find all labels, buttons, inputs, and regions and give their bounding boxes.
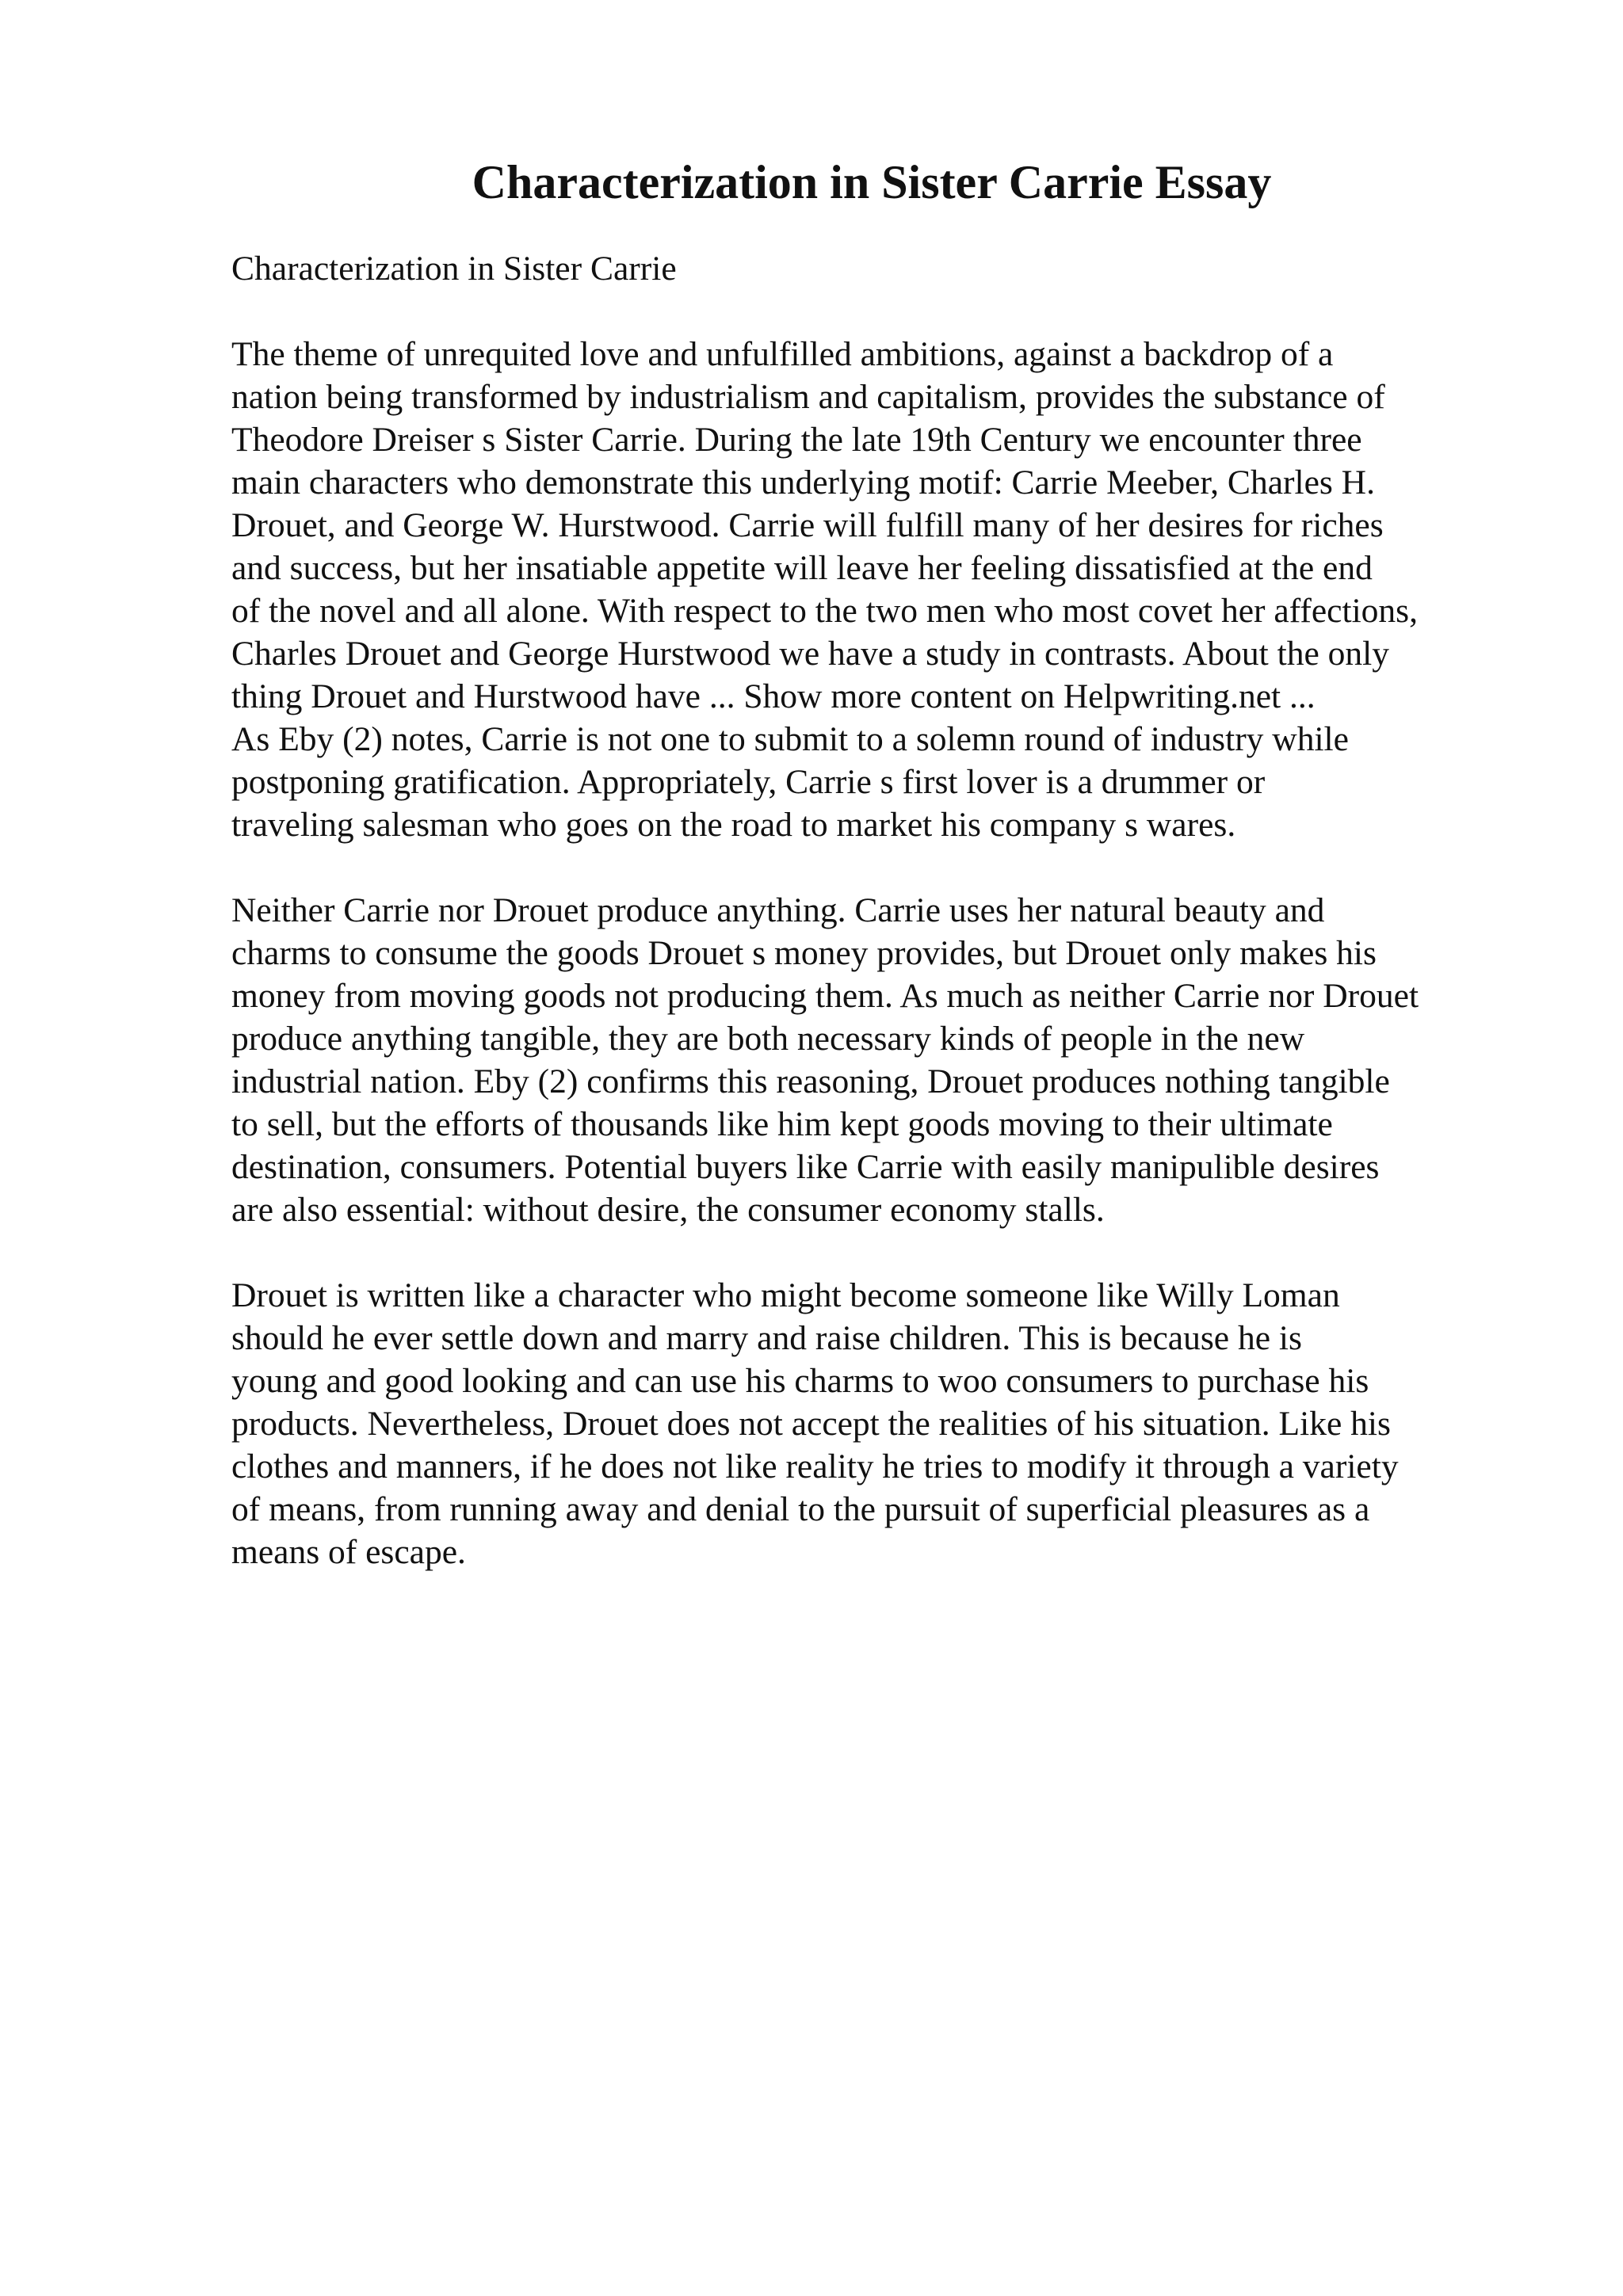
- paragraph-1: [231, 333, 1594, 846]
- text-line: industrial nation. Eby (2) confirms this reasoning, Drouet produces nothing tangible: [231, 1062, 1390, 1100]
- document-body: [231, 247, 1594, 1616]
- text-line: are also essential: without desire, the consumer economy stalls.: [231, 1191, 1105, 1229]
- text-line: and success, but her insatiable appetite will leave her feeling dissatisfied at the end: [231, 549, 1373, 587]
- text-line: nation being transformed by industrialism and capitalism, provides the substance of: [231, 378, 1385, 416]
- text-line: young and good looking and can use his charms to woo consumers to purchase his: [231, 1362, 1369, 1400]
- text-line: money from moving goods not producing them. As much as neither Carrie nor Drouet: [231, 977, 1419, 1015]
- text-line: Neither Carrie nor Drouet produce anything. Carrie uses her natural beauty and: [231, 891, 1325, 929]
- text-line: Drouet, and George W. Hurstwood. Carrie will fulfill many of her desires for riches: [231, 506, 1384, 544]
- text-line: products. Nevertheless, Drouet does not accept the realities of his situation. Like his: [231, 1405, 1391, 1443]
- document-title: Characterization in Sister Carrie Essay: [472, 156, 1272, 208]
- paragraph-3: [231, 1274, 1594, 1573]
- text-line: The theme of unrequited love and unfulfilled ambitions, against a backdrop of a: [231, 335, 1334, 373]
- text-line: Drouet is written like a character who might become someone like Willy Loman: [231, 1276, 1340, 1314]
- text-line: destination, consumers. Potential buyers like Carrie with easily manipulible desires: [231, 1148, 1380, 1186]
- text-line: should he ever settle down and marry and raise children. This is because he is: [231, 1319, 1302, 1357]
- text-line: of the novel and all alone. With respect to the two men who most covet her affections,: [231, 592, 1418, 630]
- text-line: postponing gratification. Appropriately, Carrie s first lover is a drummer or: [231, 763, 1266, 801]
- text-line: As Eby (2) notes, Carrie is not one to submit to a solemn round of industry while: [231, 720, 1349, 758]
- text-line: clothes and manners, if he does not like reality he tries to modify it through a variety: [231, 1447, 1399, 1486]
- text-line: thing Drouet and Hurstwood have ... Show more content on Helpwriting.net ...: [231, 677, 1316, 715]
- text-line: traveling salesman who goes on the road to market his company s wares.: [231, 806, 1236, 844]
- paragraph-2: [231, 889, 1594, 1231]
- text-line: Charles Drouet and George Hurstwood we have a study in contrasts. About the only: [231, 635, 1389, 673]
- text-line: main characters who demonstrate this underlying motif: Carrie Meeber, Charles H.: [231, 463, 1375, 502]
- text-line: Theodore Dreiser s Sister Carrie. During the late 19th Century we encounter three: [231, 421, 1362, 459]
- text-line: produce anything tangible, they are both necessary kinds of people in the new: [231, 1020, 1305, 1058]
- text-line: to sell, but the efforts of thousands like him kept goods moving to their ultimate: [231, 1105, 1333, 1143]
- document-subtitle: Characterization in Sister Carrie: [231, 250, 677, 288]
- text-line: charms to consume the goods Drouet s money provides, but Drouet only makes his: [231, 934, 1377, 972]
- text-line: of means, from running away and denial to the pursuit of superficial pleasures as a: [231, 1490, 1370, 1528]
- text-line: means of escape.: [231, 1533, 466, 1571]
